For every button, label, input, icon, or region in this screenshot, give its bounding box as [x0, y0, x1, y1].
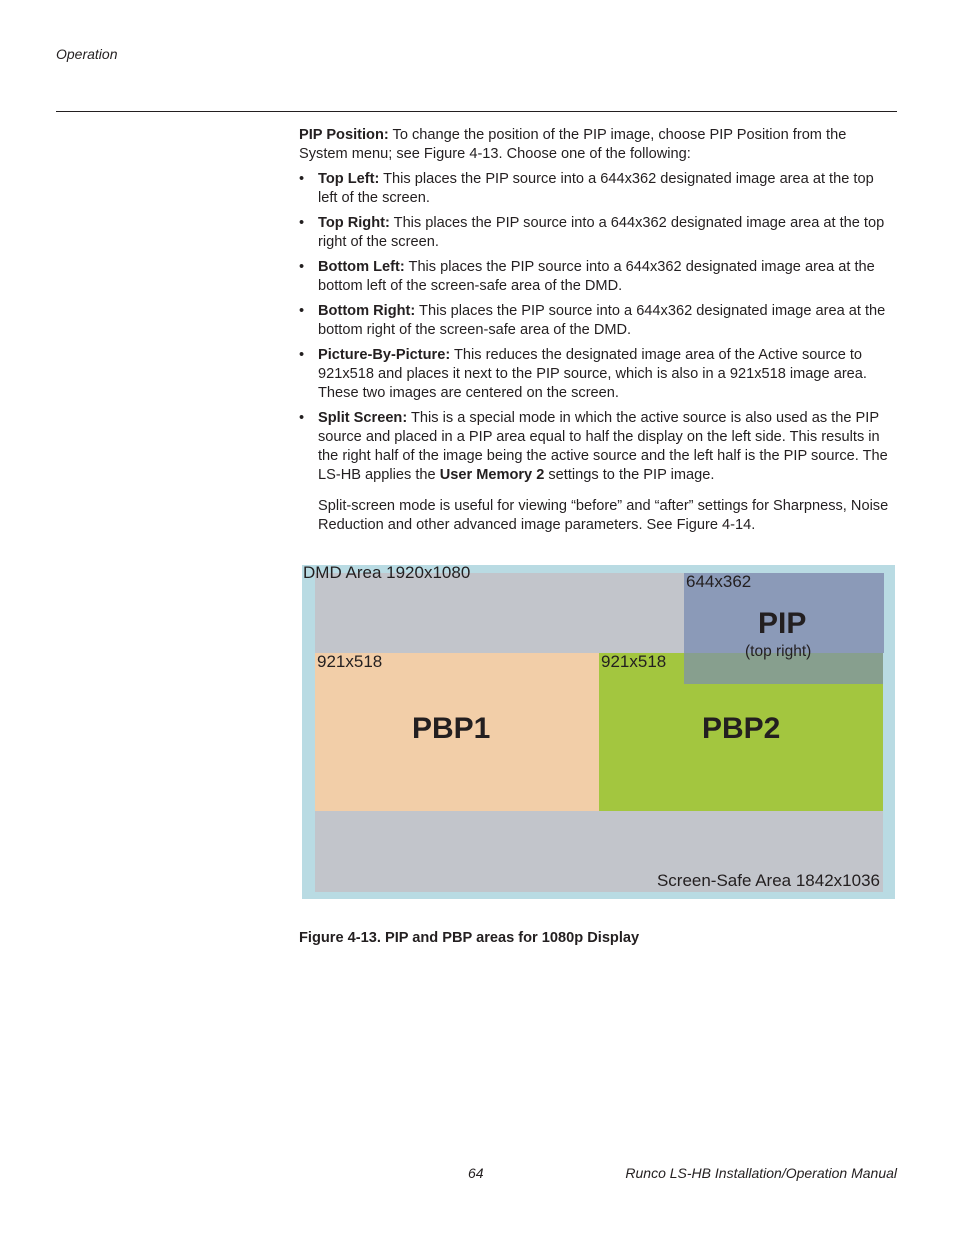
option-text: This places the PIP source into a 644x362 designated image area at the bottom right of the screen-safe area of the DMD.	[318, 303, 886, 338]
option-text: This places the PIP source into a 644x362 designated image area at the top right of the screen.	[318, 215, 885, 250]
bullet-icon: •	[299, 171, 305, 187]
pip-pbp-diagram	[302, 565, 895, 899]
option-list	[299, 170, 897, 485]
pip-area	[684, 572, 884, 660]
pbp1-title: PBP1	[412, 712, 491, 745]
pbp1-area	[315, 653, 599, 811]
pbp2-dimension: 921x518	[601, 652, 667, 671]
option-text: This reduces the designated image area of the Active source to 921x518 and places it next to the PIP source, which is also in a 921x518 image area. These two images are centered on the screen.	[318, 347, 867, 401]
running-header: Operation	[56, 46, 118, 62]
list-item	[299, 214, 897, 252]
pip-subtitle: (top right)	[745, 643, 812, 660]
bullet-icon: •	[299, 215, 305, 231]
option-term: Split Screen:	[318, 410, 408, 426]
list-item	[299, 258, 897, 296]
pbp2-title: PBP2	[702, 712, 781, 745]
footer-title: Runco LS-HB Installation/Operation Manual	[625, 1165, 897, 1181]
intro-paragraph	[299, 126, 897, 164]
option-text: This is a special mode in which the active source is also used as the PIP source and placed in a PIP area equal to half the display on the left side. This results in the right half of the image being the active source and the left half is the PIP source. The LS-HB applies the	[318, 410, 888, 483]
bullet-icon: •	[299, 410, 305, 426]
figure-caption: Figure 4-13. PIP and PBP areas for 1080p Display	[299, 930, 640, 946]
split-note: Split-screen mode is useful for viewing “before” and “after” settings for Sharpness, Noise Reduction and other advanced image parameters. See Figure 4-14.	[318, 498, 889, 533]
pip-title: PIP	[758, 607, 807, 640]
option-text-end: settings to the PIP image.	[544, 467, 715, 483]
bullet-icon: •	[299, 347, 305, 363]
bullet-icon: •	[299, 259, 305, 275]
list-item	[299, 302, 897, 340]
pip-dimension: 644x362	[686, 572, 752, 591]
list-item	[299, 409, 897, 485]
intro-term: PIP Position:	[299, 127, 389, 143]
list-item	[299, 170, 897, 208]
option-text: This places the PIP source into a 644x362 designated image area at the bottom left of the screen-safe area of the DMD.	[318, 259, 875, 294]
option-bold-phrase: User Memory 2	[439, 467, 545, 483]
option-term: Top Left:	[318, 171, 380, 187]
header-rule	[56, 111, 897, 112]
option-text: This places the PIP source into a 644x362 designated image area at the top left of the screen.	[318, 171, 874, 206]
screen-safe-label: Screen-Safe Area 1842x1036	[656, 871, 880, 890]
pbp1-dimension: 921x518	[317, 652, 383, 671]
page-number: 64	[468, 1165, 484, 1181]
list-item	[299, 346, 897, 403]
intro-text: To change the position of the PIP image, choose PIP Position from the System menu; see Figure 4-13. Choose one of the following:	[299, 127, 847, 162]
option-term: Bottom Right:	[318, 303, 416, 319]
body-text	[299, 126, 897, 541]
option-term: Bottom Left:	[318, 259, 405, 275]
option-term: Top Right:	[318, 215, 390, 231]
option-term: Picture-By-Picture:	[318, 347, 451, 363]
dmd-area-label: DMD Area 1920x1080	[303, 563, 471, 582]
bullet-icon: •	[299, 303, 305, 319]
